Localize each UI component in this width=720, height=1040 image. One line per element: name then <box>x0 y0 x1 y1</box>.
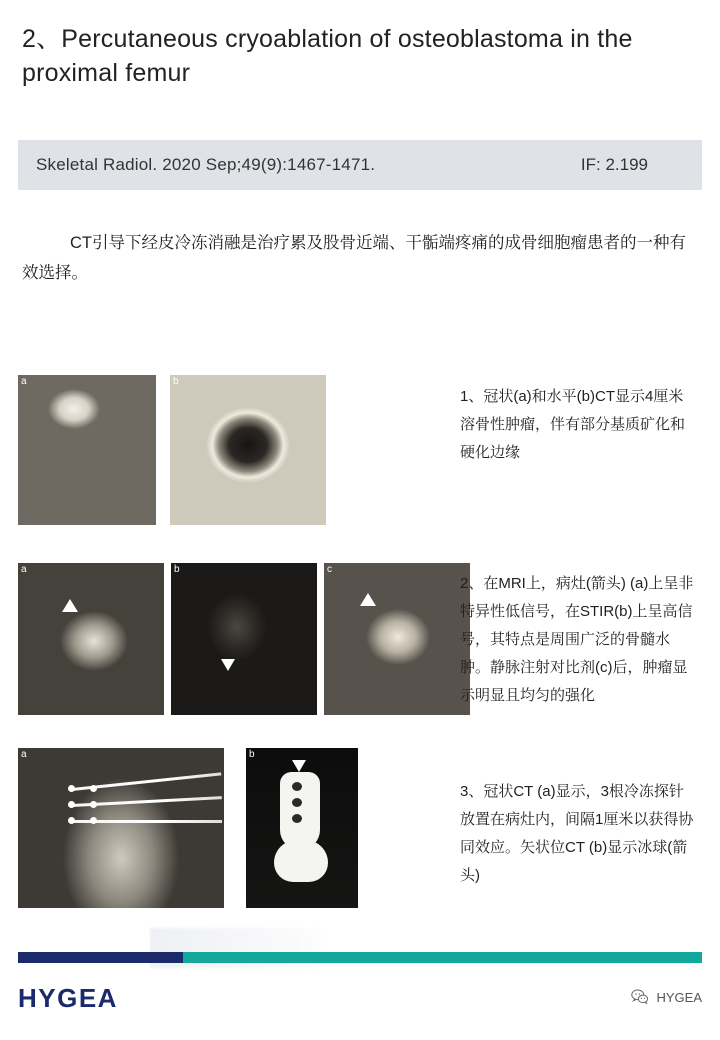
panel-label-a: a <box>21 564 27 575</box>
panel-label-b: b <box>173 376 179 387</box>
panel-label-a: a <box>21 376 27 387</box>
footer-bar-navy <box>18 952 183 963</box>
panel-label-b: b <box>249 749 255 760</box>
panel-label-c: c <box>327 564 332 575</box>
figure1-caption: 1、冠状(a)和水平(b)CT显示4厘米溶骨性肿瘤，伴有部分基质矿化和硬化边缘 <box>460 388 686 461</box>
figure-ct-panels <box>18 375 326 525</box>
figure1-divider <box>156 375 170 525</box>
lesion-arrow-icon <box>62 599 78 612</box>
probe-track-icon <box>292 814 302 823</box>
figure2-panel-a <box>18 563 164 715</box>
iceball-shape <box>274 840 328 882</box>
wechat-account <box>631 988 702 1006</box>
figure1-panel-a <box>18 375 156 525</box>
citation-bar <box>18 140 702 190</box>
enhancement-arrow-icon <box>360 593 376 606</box>
figure3-panel-b <box>246 748 358 908</box>
panel-label-a: a <box>21 749 27 760</box>
figure2-panel-b <box>171 563 317 715</box>
probe-tip-icon <box>68 801 75 808</box>
brand-logo: HYGEA <box>18 983 118 1013</box>
summary-paragraph: CT引导下经皮冷冻消融是治疗累及股骨近端、干骺端疼痛的成骨细胞瘤患者的一种有效选择。 <box>22 234 686 282</box>
probe-marker-icon <box>90 785 97 792</box>
figure1-panel-b <box>170 375 326 525</box>
figure3-panel-a <box>18 748 224 908</box>
probe-tip-icon <box>68 785 75 792</box>
figure-mri-panels <box>18 563 470 715</box>
probe-track-icon <box>292 782 302 791</box>
edema-arrow-icon <box>221 659 235 671</box>
panel-label-b: b <box>174 564 180 575</box>
probe-tip-icon <box>68 817 75 824</box>
impact-factor: IF: 2.199 <box>580 155 648 174</box>
figure2-caption: 2、在MRI上，病灶(箭头) (a)上呈非特异性低信号，在STIR(b)上呈高信号，其特点是周围广泛的骨髓水肿。静脉注射对比剂(c)后，肿瘤显示明显且均匀的强化 <box>460 575 694 704</box>
figure3-caption: 3、冠状CT (a)显示，3根冷冻探针放置在病灶内，间隔1厘米以获得协同效应。矢状位CT (b)显示冰球(箭头) <box>460 783 694 884</box>
page-title: 2、Percutaneous cryoablation of osteoblastoma in the proximal femur <box>22 25 633 87</box>
figure2-panel-c <box>324 563 470 715</box>
figure-cryoprobe-panels <box>18 748 358 908</box>
wechat-label: HYGEA <box>656 989 702 1005</box>
footer-bar-teal <box>183 952 702 963</box>
probe-marker-icon <box>90 801 97 808</box>
iceball-arrow-icon <box>292 760 306 772</box>
citation-text: Skeletal Radiol. 2020 Sep;49(9):1467-1471. <box>36 155 376 174</box>
wechat-icon <box>631 988 649 1006</box>
footer-accent-bar <box>18 952 702 963</box>
probe-marker-icon <box>90 817 97 824</box>
probe-track-icon <box>292 798 302 807</box>
